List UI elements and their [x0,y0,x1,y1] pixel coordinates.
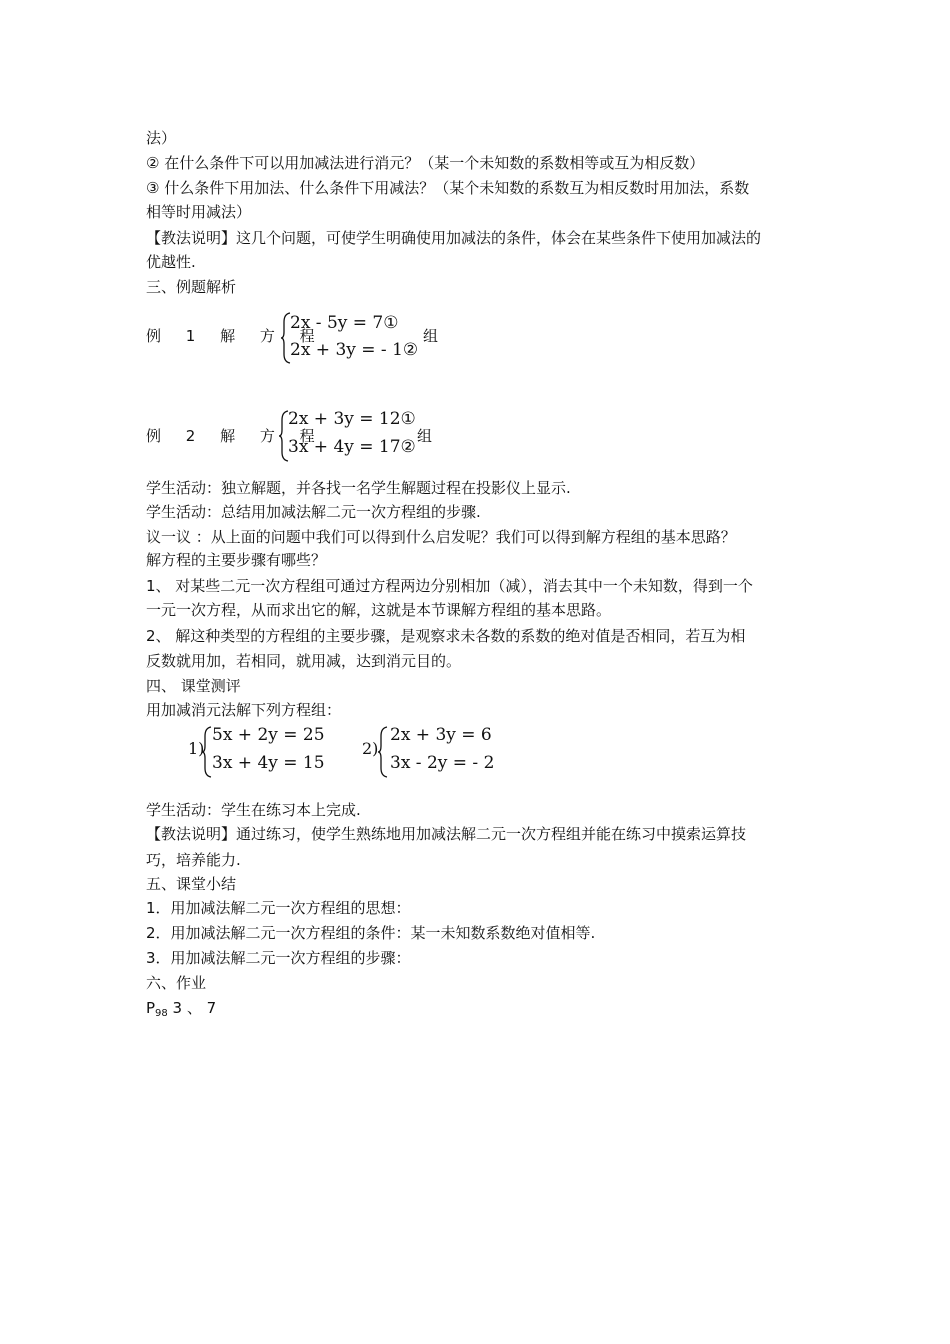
text-line: 议一议 ：从上面的问题中我们可以得到什么启发呢？我们可以得到解方程组的基本思路？ [146,528,736,546]
text-line: 法） [146,129,177,147]
section-heading: 三、例题解析 [146,278,237,296]
homework-page-number: 98 [155,1008,168,1019]
text-line: 2．用加减法解二元一次方程组的条件：某一未知数系数绝对值相等. [146,924,596,942]
text-line: 一元一次方程，从而求出它的解，这就是本节课解方程组的基本思路。 [146,601,612,619]
equation-1-2: 2x + 3y = - 1② [290,340,419,360]
equation-2-1: 2x + 3y = 12① [288,409,416,429]
example-2-suffix: 组 [417,427,433,445]
equation-1-1: 2x - 5y = 7① [290,313,399,333]
text-line: ③ 什么条件下用加法、什么条件下用减法？（某个未知数的系数互为相反数时用加法，系数 [146,179,750,197]
left-brace [377,726,389,778]
text-line: 用加减消元法解下列方程组： [146,701,342,719]
text-line: 相等时用减法） [146,203,252,221]
text-line: 反数就用加，若相同，就用减，达到消元目的。 [146,652,462,670]
text-line: 巧，培养能力. [146,851,241,869]
exercise-2-eq-2: 3x - 2y = - 2 [390,753,495,773]
text-line: 学生活动：总结用加减法解二元一次方程组的步骤. [146,503,481,521]
example-2-label: 例 2 解 方 程 [146,427,325,445]
section-heading: 六、作业 [146,974,207,992]
text-line: 3．用加减法解二元一次方程组的步骤： [146,949,411,967]
text-line: 学生活动：学生在练习本上完成. [146,801,361,819]
exercise-2-label: 2) [362,739,379,758]
text-line: 学生活动：独立解题，并各找一名学生解题过程在投影仪上显示. [146,479,571,497]
text-line: 【教法说明】这几个问题，可使学生明确使用加减法的条件，体会在某些条件下使用加减法的 [146,229,762,247]
text-line: 1、 对某些二元一次方程组可通过方程两边分别相加（减），消去其中一个未知数，得到一个 [146,577,753,595]
text-line: 【教法说明】通过练习，使学生熟练地用加减法解二元一次方程组并能在练习中摸索运算技 [146,825,747,843]
homework-page-letter: P [146,999,156,1017]
equation-2-2: 3x + 4y = 17② [288,437,416,457]
exercise-1-label: 1) [188,739,205,758]
section-heading: 四、 课堂测评 [146,677,241,695]
text-line: 1．用加减法解二元一次方程组的思想： [146,899,411,917]
homework-exercises: 3 、 7 [167,999,217,1017]
exercise-1-eq-1: 5x + 2y = 25 [212,725,325,745]
example-1-suffix: 组 [423,327,439,345]
section-heading: 五、课堂小结 [146,875,237,893]
text-line: ② 在什么条件下可以用加减法进行消元？（某一个未知数的系数相等或互为相反数） [146,154,705,172]
text-line: 优越性. [146,253,196,271]
text-line: 2、 解这种类型的方程组的主要步骤，是观察求未各数的系数的绝对值是否相同，若互为相 [146,627,746,645]
example-1-label: 例 1 解 方 程 [146,327,325,345]
homework-line [146,998,216,1024]
text-line: 解方程的主要步骤有哪些？ [146,551,327,569]
exercise-1-eq-2: 3x + 4y = 15 [212,753,325,773]
exercise-2-eq-1: 2x + 3y = 6 [390,725,492,745]
